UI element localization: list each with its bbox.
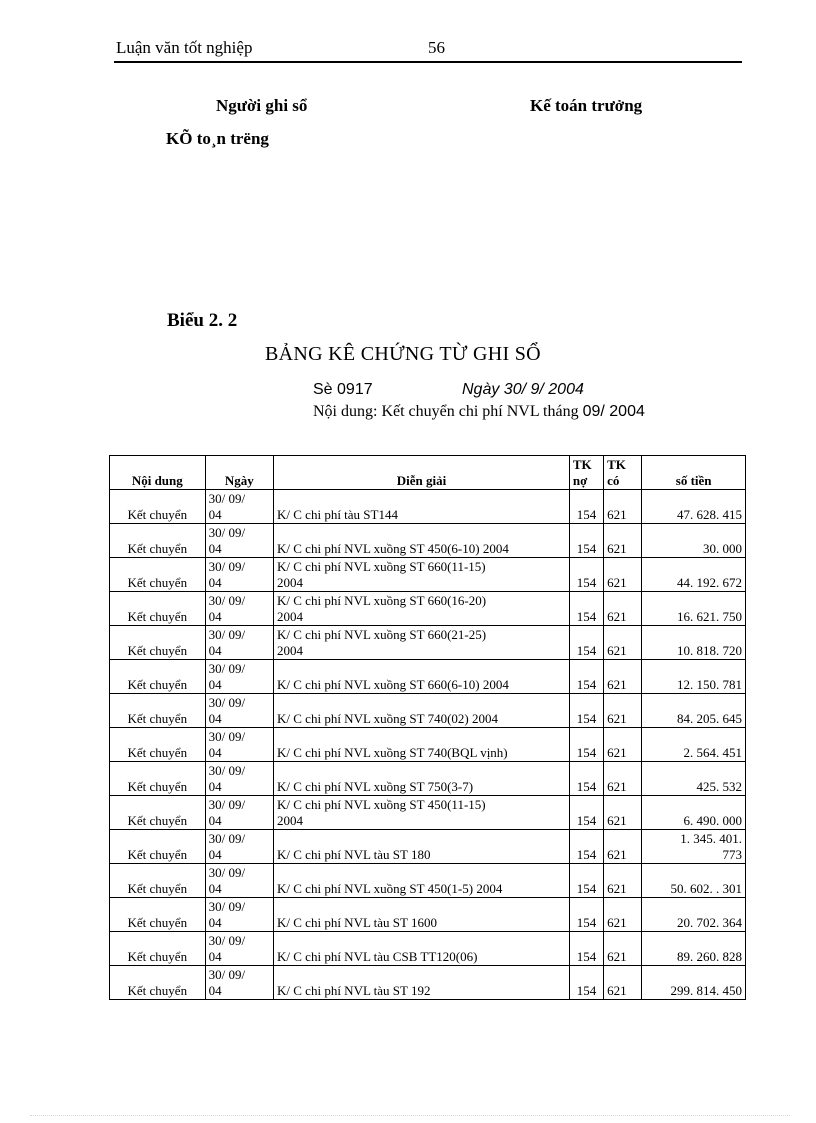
tk-no-line2: nợ [572,473,588,488]
cell-tk-co [604,490,642,524]
cell-noi-dung-line1: Kết chuyển [127,983,188,998]
cell-tk-no-line1: 154 [576,813,597,828]
cell-dien-giai-line1: K/ C chi phí NVL xuồng ST 450(11-15) [277,797,486,812]
cell-ngay [205,728,273,762]
cell-ngay-line1: 30/ 09/ [208,627,246,642]
tk-no-line1: TK [572,457,592,472]
table-row [110,830,746,864]
cell-dien-giai-line1 [277,933,566,949]
cell-tk-no [569,524,603,558]
col-header-tk-co [604,456,642,490]
cell-noi-dung-line1: Kết chuyển [127,779,188,794]
cell-ngay-line2: 04 [208,949,222,964]
cell-so-tien-line1 [645,593,742,609]
page-number: 56 [428,38,445,57]
signature-recorder: Người ghi sổ [216,96,308,115]
cell-so-tien [642,796,746,830]
cell-tk-co-line1: 621 [607,711,627,726]
cell-dien-giai-line2: K/ C chi phí tàu ST144 [277,507,398,522]
cell-so-tien-line2: 2. 564. 451 [683,745,742,760]
cell-noi-dung-line1: Kết chuyển [127,541,188,556]
table-row [110,762,746,796]
cell-noi-dung [110,762,206,796]
cell-ngay-line1: 30/ 09/ [208,831,246,846]
cell-ngay [205,558,273,592]
cell-ngay-line1: 30/ 09/ [208,593,246,608]
cell-so-tien-line2: 20. 702. 364 [677,915,742,930]
cell-noi-dung [110,660,206,694]
cell-dien-giai-line2: K/ C chi phí NVL tàu ST 192 [277,983,431,998]
cell-noi-dung-line1: Kết chuyển [127,915,188,930]
cell-noi-dung-line1: Kết chuyển [127,609,188,624]
cell-ngay [205,762,273,796]
signature-chief-accountant: Kế toán trưởng [530,96,643,115]
cell-ngay-line2: 04 [208,643,222,658]
cell-ngay-line1: 30/ 09/ [208,491,246,506]
cell-tk-no-line1: 154 [576,949,597,964]
cell-tk-co-line1: 621 [607,643,627,658]
cell-tk-co [604,762,642,796]
cell-so-tien [642,898,746,932]
cell-ngay [205,898,273,932]
cell-ngay [205,864,273,898]
cell-tk-no-line1: 154 [576,847,597,862]
cell-noi-dung [110,524,206,558]
cell-dien-giai-line1 [277,831,566,847]
cell-so-tien-line2: 299. 814. 450 [670,983,742,998]
cell-noi-dung-line1: Kết chuyển [127,677,188,692]
cell-so-tien-line1: 1. 345. 401. [680,831,742,846]
exhibit-label: Biểu 2. 2 [167,310,238,331]
cell-noi-dung-line1: Kết chuyển [127,813,188,828]
cell-tk-no-line1: 154 [576,541,597,556]
cell-tk-no-line1: 154 [576,711,597,726]
cell-so-tien-line1 [645,763,742,779]
cell-so-tien-line2: 50. 602. . 301 [670,881,742,896]
cell-dien-giai-line1: K/ C chi phí NVL xuồng ST 660(21-25) [277,627,487,642]
cell-ngay-line2: 04 [208,575,222,590]
table-row [110,932,746,966]
cell-dien-giai-line2: K/ C chi phí NVL xuồng ST 660(6-10) 2004 [277,677,509,692]
cell-noi-dung [110,728,206,762]
cell-tk-co [604,626,642,660]
cell-ngay-line1: 30/ 09/ [208,933,246,948]
cell-tk-co [604,796,642,830]
cell-dien-giai [274,524,570,558]
tk-co-line1: TK [607,457,626,472]
cell-tk-no [569,728,603,762]
cell-dien-giai-line2: K/ C chi phí NVL xuồng ST 450(6-10) 2004 [277,541,509,556]
table-header-row [110,456,746,490]
col-header-so-tien: số tiền [642,456,746,490]
cell-tk-no-line1: 154 [576,609,597,624]
cell-so-tien-line2: 84. 205. 645 [677,711,742,726]
cell-ngay-line2: 04 [208,915,222,930]
cell-tk-no [569,796,603,830]
cell-tk-no-line1: 154 [576,983,597,998]
cell-tk-co [604,728,642,762]
cell-ngay-line1: 30/ 09/ [208,559,246,574]
cell-so-tien-line1 [645,491,742,507]
content-label: Nội dung: Kết chuyển chi phí NVL tháng [313,403,583,420]
cell-tk-co-line1: 621 [607,745,627,760]
cell-tk-no [569,660,603,694]
cell-dien-giai-line2: 2004 [277,813,304,828]
cell-so-tien [642,626,746,660]
header-title: Luận văn tốt nghiệp [116,38,253,57]
cell-so-tien [642,524,746,558]
cell-ngay-line2: 04 [208,711,222,726]
cell-tk-co-line1: 621 [607,813,627,828]
cell-ngay [205,490,273,524]
cell-tk-no [569,762,603,796]
cell-so-tien-line1 [645,797,742,813]
cell-tk-no [569,490,603,524]
cell-tk-co-line1: 621 [607,779,627,794]
cell-ngay-line2: 04 [208,609,222,624]
cell-dien-giai [274,490,570,524]
cell-ngay-line1: 30/ 09/ [208,865,246,880]
cell-dien-giai [274,796,570,830]
cell-dien-giai-line2: K/ C chi phí NVL xuồng ST 740(BQL vịnh) [277,745,508,760]
col-header-dien-giai: Diễn giải [274,456,570,490]
col-header-ngay: Ngày [205,456,273,490]
cell-ngay-line2: 04 [208,881,222,896]
cell-so-tien-line2: 89. 260. 828 [677,949,742,964]
tk-co-line2: có [607,473,620,488]
cell-ngay [205,830,273,864]
cell-dien-giai-line2: K/ C chi phí NVL xuồng ST 450(1-5) 2004 [277,881,503,896]
cell-tk-co-line1: 621 [607,609,627,624]
cell-noi-dung [110,864,206,898]
cell-noi-dung-line1: Kết chuyển [127,575,188,590]
cell-so-tien-line1 [645,899,742,915]
cell-dien-giai-line1: K/ C chi phí NVL xuồng ST 660(11-15) [277,559,486,574]
cell-tk-co-line1: 621 [607,881,627,896]
cell-noi-dung [110,830,206,864]
cell-dien-giai-line2: 2004 [277,609,304,624]
cell-so-tien [642,932,746,966]
cell-ngay [205,966,273,1000]
cell-noi-dung-line1: Kết chuyển [127,711,188,726]
cell-dien-giai [274,932,570,966]
cell-so-tien [642,762,746,796]
cell-dien-giai [274,830,570,864]
cell-tk-no-line1: 154 [576,779,597,794]
cell-dien-giai-line2: 2004 [277,575,304,590]
cell-dien-giai-line1 [277,865,566,881]
cell-dien-giai [274,660,570,694]
cell-ngay-line1: 30/ 09/ [208,525,246,540]
cell-so-tien-line1 [645,695,742,711]
cell-so-tien [642,694,746,728]
cell-dien-giai-line1 [277,695,566,711]
cell-dien-giai-line1 [277,967,566,983]
cell-noi-dung-line1: Kết chuyển [127,643,188,658]
cell-so-tien [642,558,746,592]
cell-so-tien [642,660,746,694]
cell-dien-giai-line1 [277,729,566,745]
cell-noi-dung [110,796,206,830]
cell-so-tien-line1 [645,559,742,575]
cell-tk-no-line1: 154 [576,745,597,760]
cell-tk-co [604,660,642,694]
cell-tk-co-line1: 621 [607,575,627,590]
cell-tk-co-line1: 621 [607,915,627,930]
cell-ngay-line1: 30/ 09/ [208,695,246,710]
cell-tk-co [604,932,642,966]
content-value: 09/ 2004 [582,403,645,420]
cell-ngay-line2: 04 [208,813,222,828]
table-row [110,864,746,898]
cell-tk-no [569,898,603,932]
cell-tk-co-line1: 621 [607,847,627,862]
cell-ngay [205,932,273,966]
cell-so-tien-line1 [645,967,742,983]
cell-tk-co-line1: 621 [607,541,627,556]
cell-dien-giai [274,558,570,592]
cell-tk-no [569,694,603,728]
cell-ngay-line2: 04 [208,541,222,556]
cell-so-tien-line2: 773 [722,847,742,862]
cell-tk-no [569,592,603,626]
cell-dien-giai [274,864,570,898]
cell-dien-giai-line1 [277,899,566,915]
cell-tk-co [604,592,642,626]
cell-dien-giai-line1 [277,491,566,507]
cell-so-tien [642,592,746,626]
cell-so-tien-line1 [645,865,742,881]
cell-tk-co [604,830,642,864]
cell-tk-co [604,864,642,898]
cell-tk-no-line1: 154 [576,507,597,522]
cell-noi-dung [110,592,206,626]
cell-dien-giai-line1 [277,763,566,779]
voucher-table [109,455,746,1000]
cell-ngay [205,592,273,626]
cell-noi-dung [110,932,206,966]
cell-so-tien-line2: 16. 621. 750 [677,609,742,624]
table-row [110,558,746,592]
cell-so-tien-line2: 425. 532 [696,779,742,794]
table-row [110,796,746,830]
table-row [110,524,746,558]
cell-dien-giai [274,626,570,660]
footer-dotted-line [30,1115,790,1116]
cell-tk-no [569,830,603,864]
cell-noi-dung [110,898,206,932]
cell-dien-giai-line2: K/ C chi phí NVL xuồng ST 750(3-7) [277,779,474,794]
cell-dien-giai-line1 [277,525,566,541]
cell-so-tien-line2: 47. 628. 415 [677,507,742,522]
cell-ngay [205,524,273,558]
table-row [110,966,746,1000]
cell-tk-co [604,898,642,932]
cell-tk-no-line1: 154 [576,915,597,930]
cell-so-tien-line1 [645,627,742,643]
cell-ngay-line2: 04 [208,677,222,692]
cell-so-tien-line1 [645,525,742,541]
cell-ngay-line1: 30/ 09/ [208,967,246,982]
cell-so-tien-line1 [645,661,742,677]
cell-dien-giai [274,592,570,626]
cell-noi-dung [110,626,206,660]
cell-dien-giai [274,966,570,1000]
cell-tk-co [604,966,642,1000]
cell-ngay [205,660,273,694]
cell-ngay [205,694,273,728]
cell-dien-giai-line2: K/ C chi phí NVL tàu CSB TT120(06) [277,949,478,964]
cell-noi-dung [110,490,206,524]
cell-dien-giai-line2: 2004 [277,643,304,658]
cell-dien-giai-line2: K/ C chi phí NVL tàu ST 180 [277,847,431,862]
cell-tk-no [569,558,603,592]
cell-ngay-line2: 04 [208,507,222,522]
cell-ngay-line1: 30/ 09/ [208,763,246,778]
header-rule [114,61,742,63]
table-row [110,490,746,524]
cell-so-tien-line2: 10. 818. 720 [677,643,742,658]
table-row [110,592,746,626]
cell-tk-no [569,966,603,1000]
cell-tk-co-line1: 621 [607,949,627,964]
cell-tk-no [569,626,603,660]
cell-ngay [205,626,273,660]
content-line [313,403,645,421]
table-row [110,626,746,660]
cell-tk-no-line1: 154 [576,677,597,692]
cell-tk-no-line1: 154 [576,643,597,658]
cell-noi-dung [110,558,206,592]
cell-dien-giai [274,694,570,728]
cell-noi-dung-line1: Kết chuyển [127,881,188,896]
cell-ngay-line2: 04 [208,745,222,760]
cell-so-tien-line1 [645,933,742,949]
cell-tk-co-line1: 621 [607,507,627,522]
cell-tk-no-line1: 154 [576,575,597,590]
col-header-noi-dung: Nội dung [110,456,206,490]
signature-chief-accountant-garbled: KÕ to¸n trëng [166,129,269,148]
cell-dien-giai [274,762,570,796]
cell-so-tien [642,490,746,524]
cell-so-tien-line2: 44. 192. 672 [677,575,742,590]
cell-so-tien [642,728,746,762]
cell-ngay-line1: 30/ 09/ [208,899,246,914]
cell-ngay-line1: 30/ 09/ [208,661,246,676]
cell-noi-dung-line1: Kết chuyển [127,949,188,964]
document-title: BẢNG KÊ CHỨNG TỪ GHI SỔ [265,343,541,365]
cell-tk-co [604,694,642,728]
cell-so-tien-line2: 30. 000 [703,541,742,556]
table-row [110,898,746,932]
cell-dien-giai [274,728,570,762]
cell-so-tien [642,966,746,1000]
cell-dien-giai-line1 [277,661,566,677]
cell-dien-giai [274,898,570,932]
col-header-tk-no [569,456,603,490]
cell-tk-no [569,932,603,966]
voucher-date: Ngày 30/ 9/ 2004 [462,381,584,398]
cell-noi-dung [110,966,206,1000]
cell-tk-co [604,524,642,558]
cell-tk-co-line1: 621 [607,983,627,998]
cell-tk-no-line1: 154 [576,881,597,896]
cell-dien-giai-line2: K/ C chi phí NVL xuồng ST 740(02) 2004 [277,711,499,726]
cell-tk-co-line1: 621 [607,677,627,692]
cell-noi-dung-line1: Kết chuyển [127,745,188,760]
cell-ngay-line1: 30/ 09/ [208,797,246,812]
cell-tk-co [604,558,642,592]
cell-noi-dung-line1: Kết chuyển [127,847,188,862]
cell-so-tien [642,830,746,864]
cell-noi-dung [110,694,206,728]
cell-ngay-line1: 30/ 09/ [208,729,246,744]
table-row [110,728,746,762]
cell-ngay-line2: 04 [208,847,222,862]
cell-ngay [205,796,273,830]
cell-so-tien-line1 [645,729,742,745]
cell-so-tien-line2: 6. 490. 000 [683,813,742,828]
table-row [110,694,746,728]
table-row [110,660,746,694]
voucher-number: Sè 0917 [313,381,373,398]
cell-so-tien [642,864,746,898]
cell-noi-dung-line1: Kết chuyển [127,507,188,522]
cell-dien-giai-line2: K/ C chi phí NVL tàu ST 1600 [277,915,437,930]
cell-ngay-line2: 04 [208,779,222,794]
cell-so-tien-line2: 12. 150. 781 [677,677,742,692]
cell-ngay-line2: 04 [208,983,222,998]
cell-dien-giai-line1: K/ C chi phí NVL xuồng ST 660(16-20) [277,593,487,608]
cell-tk-no [569,864,603,898]
